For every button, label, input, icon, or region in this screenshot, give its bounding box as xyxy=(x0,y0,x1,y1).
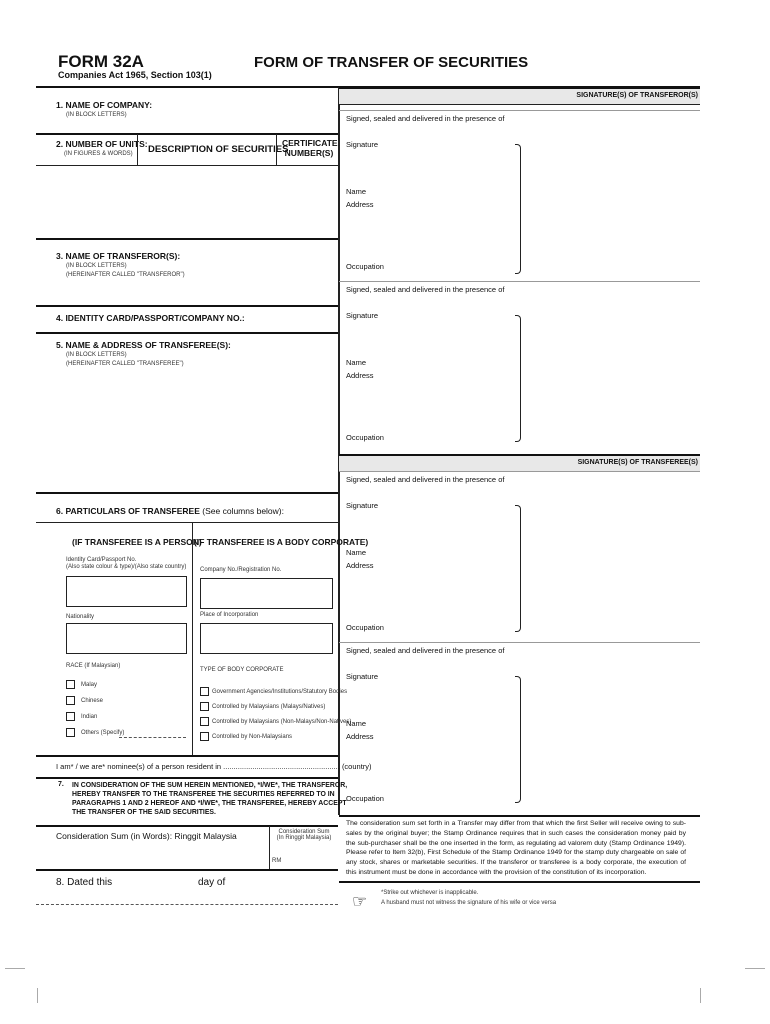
divider xyxy=(339,881,700,883)
divider xyxy=(36,869,338,871)
divider xyxy=(339,815,700,817)
occupation-label: Occupation xyxy=(346,262,384,271)
corp-type-checkbox[interactable] xyxy=(200,717,209,726)
section2-sub: (IN FIGURES & WORDS) xyxy=(64,151,133,157)
section7-line: PARAGRAPHS 1 AND 2 HEREOF AND *I/WE*, THE TRANSFEREE, HEREBY ACCEPT xyxy=(72,800,347,807)
signature-area[interactable] xyxy=(390,668,510,808)
section7-text xyxy=(72,781,347,817)
corp-type-option: Controlled by Malaysians (Non-Malays/Non-Natives) xyxy=(212,719,352,725)
signature-label: Signature xyxy=(346,501,379,510)
section3-sub: (HEREINAFTER CALLED "TRANSFEROR") xyxy=(66,272,185,278)
consideration-sum-line: (In Ringgit Malaysia) xyxy=(276,835,332,841)
section1-sub: (IN BLOCK LETTERS) xyxy=(66,112,127,118)
consideration-sum-line: Consideration Sum xyxy=(278,829,330,835)
signature-label: Signature xyxy=(346,672,379,681)
divider xyxy=(36,825,338,827)
signature-area[interactable] xyxy=(390,497,510,637)
signature-label: Signature xyxy=(346,140,379,149)
nationality-field[interactable] xyxy=(66,623,187,654)
name-label: Name xyxy=(346,548,367,557)
section2-title: 2. NUMBER OF UNITS: xyxy=(56,139,148,149)
name-label: Name xyxy=(346,358,367,367)
divider xyxy=(36,522,338,523)
nationality-label: Nationality xyxy=(66,614,95,620)
section7-line: HEREBY TRANSFER TO THE TRANSFEREE THE SECURITIES REFERRED TO IN xyxy=(72,791,335,798)
section6-title xyxy=(56,506,284,516)
crop-mark xyxy=(5,968,25,969)
section1-title: 1. NAME OF COMPANY: xyxy=(56,100,153,110)
race-option: Others (Specify) xyxy=(81,730,125,736)
nominee-statement: I am* / we are* nominee(s) of a person resident in ........................................................ (country) xyxy=(56,762,372,771)
bracket-mark xyxy=(515,676,521,803)
rm-label: RM xyxy=(272,858,282,864)
section5-title: 5. NAME & ADDRESS OF TRANSFEREE(S): xyxy=(56,340,231,350)
company-no-field[interactable] xyxy=(200,578,333,609)
race-option: Malay xyxy=(81,682,98,688)
name-label: Name xyxy=(346,719,367,728)
race-malay-checkbox[interactable] xyxy=(66,680,75,689)
race-option: Chinese xyxy=(81,698,104,704)
consideration-words-label: Consideration Sum (in Words): Ringgit Malaysia xyxy=(56,831,237,841)
bracket-mark xyxy=(515,505,521,632)
transferee-signature-title: SIGNATURE(S) OF TRANSFEREE(S) xyxy=(577,459,698,466)
bracket-mark xyxy=(515,144,521,274)
transferor-signature-title: SIGNATURE(S) OF TRANSFEROR(S) xyxy=(576,92,698,99)
divider xyxy=(36,904,338,905)
divider xyxy=(36,238,338,240)
place-incorporation-field[interactable] xyxy=(200,623,333,654)
divider xyxy=(36,305,338,307)
signed-label: Signed, sealed and delivered in the presence of xyxy=(346,646,505,655)
dated-label: 8. Dated this xyxy=(56,877,113,888)
divider xyxy=(276,134,277,165)
corp-type-checkbox[interactable] xyxy=(200,732,209,741)
name-label: Name xyxy=(346,187,367,196)
occupation-label: Occupation xyxy=(346,433,384,442)
divider xyxy=(192,522,193,755)
corp-type-option: Controlled by Non-Malaysians xyxy=(212,734,293,740)
race-others-checkbox[interactable] xyxy=(66,728,75,737)
act-reference: Companies Act 1965, Section 103(1) xyxy=(58,70,212,80)
certificate-header xyxy=(282,138,336,158)
place-incorporation-label: Place of Incorporation xyxy=(200,612,259,618)
husband-note: A husband must not witness the signature of his wife or vice versa xyxy=(381,900,557,906)
corporate-header: (IF TRANSFEREE IS A BODY CORPORATE) xyxy=(194,537,369,547)
address-label: Address xyxy=(346,200,374,209)
section4-title: 4. IDENTITY CARD/PASSPORT/COMPANY NO.: xyxy=(56,313,245,323)
form-title: FORM OF TRANSFER OF SECURITIES xyxy=(254,54,529,71)
divider xyxy=(36,133,338,135)
section7-number: 7. xyxy=(58,781,64,788)
divider xyxy=(339,110,700,111)
description-header: DESCRIPTION OF SECURITIES xyxy=(148,144,289,155)
crop-mark xyxy=(37,988,38,1003)
divider xyxy=(339,281,700,282)
day-of-label: day of xyxy=(198,877,226,888)
securities-field[interactable] xyxy=(36,166,337,238)
bracket-mark xyxy=(515,315,521,442)
corp-type-checkbox[interactable] xyxy=(200,687,209,696)
address-label: Address xyxy=(346,561,374,570)
column-divider xyxy=(338,87,340,815)
signature-area[interactable] xyxy=(390,136,510,276)
consideration-notice: The consideration sum set forth in a Transfer may differ from that which the first Seller will receive owing to sub-sales by the original buyer; the Stamp Ordinance requires that in such cases the consideration money paid by the sub-purchaser shall be the one inserted in the form, as regulating ad valorem duty (Stamp Ordinance 1949). Please refer to Item 32(b), First Schedule of the Stamp Ordinance 1949 for the stamp duty chargeable on sale of any stock, shares or marketable securities. If the transferor or transferee is a body corporate, the execution of this instrument must be done in accordance with the provision of the constitution of its incorporation. xyxy=(346,820,686,876)
corp-type-checkbox[interactable] xyxy=(200,702,209,711)
corp-type-option: Government Agencies/Institutions/Statutory Bodies xyxy=(212,689,348,695)
occupation-label: Occupation xyxy=(346,794,384,803)
crop-mark xyxy=(745,968,765,969)
divider xyxy=(339,471,700,472)
address-label: Address xyxy=(346,732,374,741)
divider xyxy=(339,642,700,643)
strike-note: *Strike out whichever is inapplicable. xyxy=(381,890,479,896)
section3-sub: (IN BLOCK LETTERS) xyxy=(66,263,127,269)
pointing-hand-icon: ☞ xyxy=(352,892,368,911)
section6-note: (See columns below): xyxy=(202,506,284,516)
person-header: (IF TRANSFEREE IS A PERSON) xyxy=(72,537,202,547)
corp-type-option: Controlled by Malaysians (Malays/Natives) xyxy=(212,704,326,710)
section5-sub: (IN BLOCK LETTERS) xyxy=(66,352,127,358)
race-option: Indian xyxy=(81,714,98,720)
race-indian-checkbox[interactable] xyxy=(66,712,75,721)
signature-label: Signature xyxy=(346,311,379,320)
divider xyxy=(36,332,338,334)
others-specify-field[interactable] xyxy=(119,737,186,738)
section5-sub: (HEREINAFTER CALLED "TRANSFEREE") xyxy=(66,361,184,367)
company-no-label: Company No./Registration No. xyxy=(200,567,282,573)
certificate-label: CERTIFICATE xyxy=(282,138,338,148)
form-number: FORM 32A xyxy=(58,52,144,71)
race-chinese-checkbox[interactable] xyxy=(66,696,75,705)
divider xyxy=(137,134,138,165)
section7-line: IN CONSIDERATION OF THE SUM HEREIN MENTIONED, *I/WE*, THE TRANSFEROR, xyxy=(72,782,348,789)
id-label: (Also state colour & type)/(Also state country) xyxy=(66,564,187,570)
occupation-label: Occupation xyxy=(346,623,384,632)
signed-label: Signed, sealed and delivered in the presence of xyxy=(346,114,505,123)
certificate-label: NUMBER(S) xyxy=(284,148,334,158)
signature-area[interactable] xyxy=(390,307,510,447)
signed-label: Signed, sealed and delivered in the presence of xyxy=(346,285,505,294)
race-label: RACE (If Malaysian) xyxy=(66,663,121,669)
corporate-type-label: TYPE OF BODY CORPORATE xyxy=(200,667,284,673)
section6-label: 6. PARTICULARS OF TRANSFEREE xyxy=(56,506,200,516)
section3-title: 3. NAME OF TRANSFEROR(S): xyxy=(56,251,181,261)
consideration-sum-label xyxy=(270,829,338,841)
divider xyxy=(36,755,338,757)
address-label: Address xyxy=(346,371,374,380)
divider xyxy=(36,492,338,494)
section7-line: THE TRANSFER OF THE SAID SECURITIES. xyxy=(72,809,216,816)
signed-label: Signed, sealed and delivered in the presence of xyxy=(346,475,505,484)
id-number-field[interactable] xyxy=(66,576,187,607)
divider xyxy=(36,777,338,779)
id-label: Identity Card/Passport No. xyxy=(66,557,137,563)
crop-mark xyxy=(700,988,701,1003)
